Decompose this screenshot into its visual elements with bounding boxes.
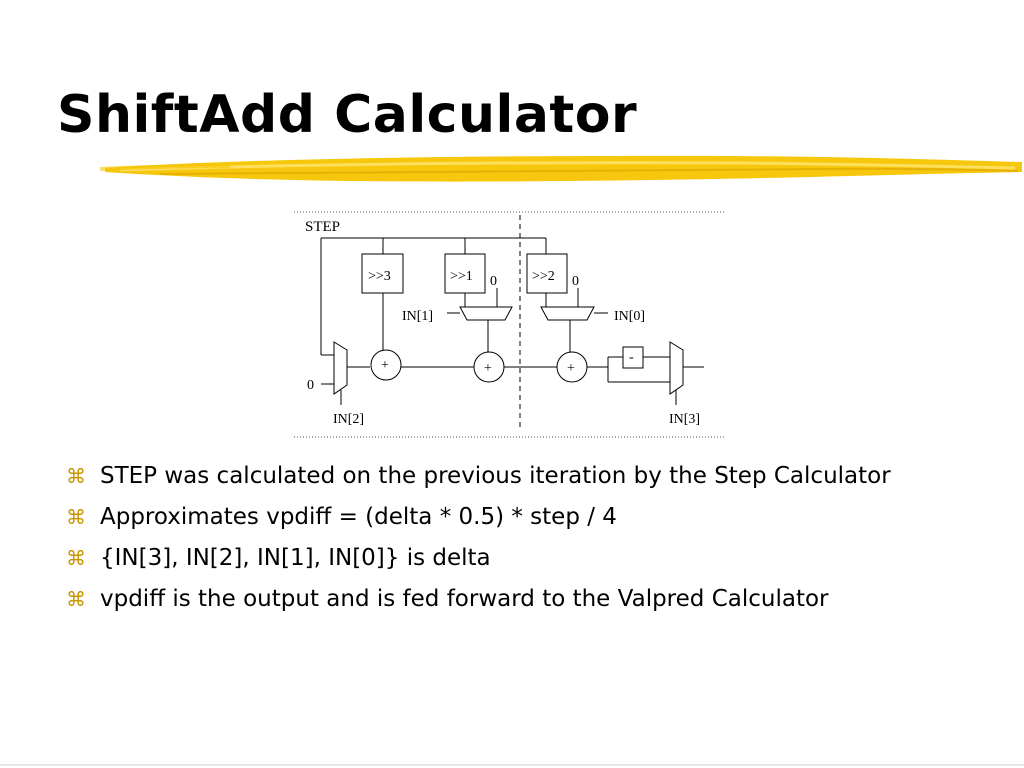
bullet-text: STEP was calculated on the previous iteration by the Step Calculator bbox=[100, 463, 891, 489]
shiftadd-diagram bbox=[285, 205, 735, 445]
title-underline-brush bbox=[100, 150, 1024, 190]
bullet-list bbox=[66, 459, 966, 623]
negate-and-output-mux bbox=[608, 342, 704, 405]
bullet-text: vpdiff is the output and is fed forward to the Valpred Calculator bbox=[100, 586, 829, 612]
bullet-marker-icon: ⌘ bbox=[66, 464, 86, 488]
bottom-divider bbox=[0, 764, 1024, 766]
zero-input-b: 0 bbox=[572, 274, 579, 289]
negate-sign: - bbox=[629, 350, 634, 365]
adder-1-sign: + bbox=[381, 358, 389, 373]
in1-label: IN[1] bbox=[402, 309, 434, 324]
mux-in2 bbox=[321, 342, 370, 405]
step-label: STEP bbox=[305, 219, 341, 235]
slide-title: ShiftAdd Calculator bbox=[57, 85, 638, 145]
zero-input-c: 0 bbox=[307, 378, 314, 393]
adder-2-sign: + bbox=[484, 361, 492, 376]
bullet-text: Approximates vpdiff = (delta * 0.5) * step / 4 bbox=[100, 504, 617, 530]
shift-3-label: >>3 bbox=[368, 269, 391, 284]
bullet-item bbox=[66, 582, 966, 616]
bullet-marker-icon: ⌘ bbox=[66, 587, 86, 611]
shift-1-label: >>1 bbox=[450, 269, 473, 284]
bullet-item bbox=[66, 459, 966, 493]
bullet-text: {IN[3], IN[2], IN[1], IN[0]} is delta bbox=[100, 545, 491, 571]
step-bus bbox=[321, 238, 546, 355]
shift-2-label: >>2 bbox=[532, 269, 555, 284]
bullet-item bbox=[66, 500, 966, 534]
mux-in1 bbox=[447, 288, 512, 355]
bullet-marker-icon: ⌘ bbox=[66, 546, 86, 570]
bullet-item bbox=[66, 541, 966, 575]
in2-label: IN[2] bbox=[333, 412, 365, 427]
mux-in0 bbox=[541, 288, 608, 355]
zero-input-a: 0 bbox=[490, 274, 497, 289]
adder-3-sign: + bbox=[567, 361, 575, 376]
in3-label: IN[3] bbox=[669, 412, 701, 427]
in0-label: IN[0] bbox=[614, 309, 646, 324]
bullet-marker-icon: ⌘ bbox=[66, 505, 86, 529]
